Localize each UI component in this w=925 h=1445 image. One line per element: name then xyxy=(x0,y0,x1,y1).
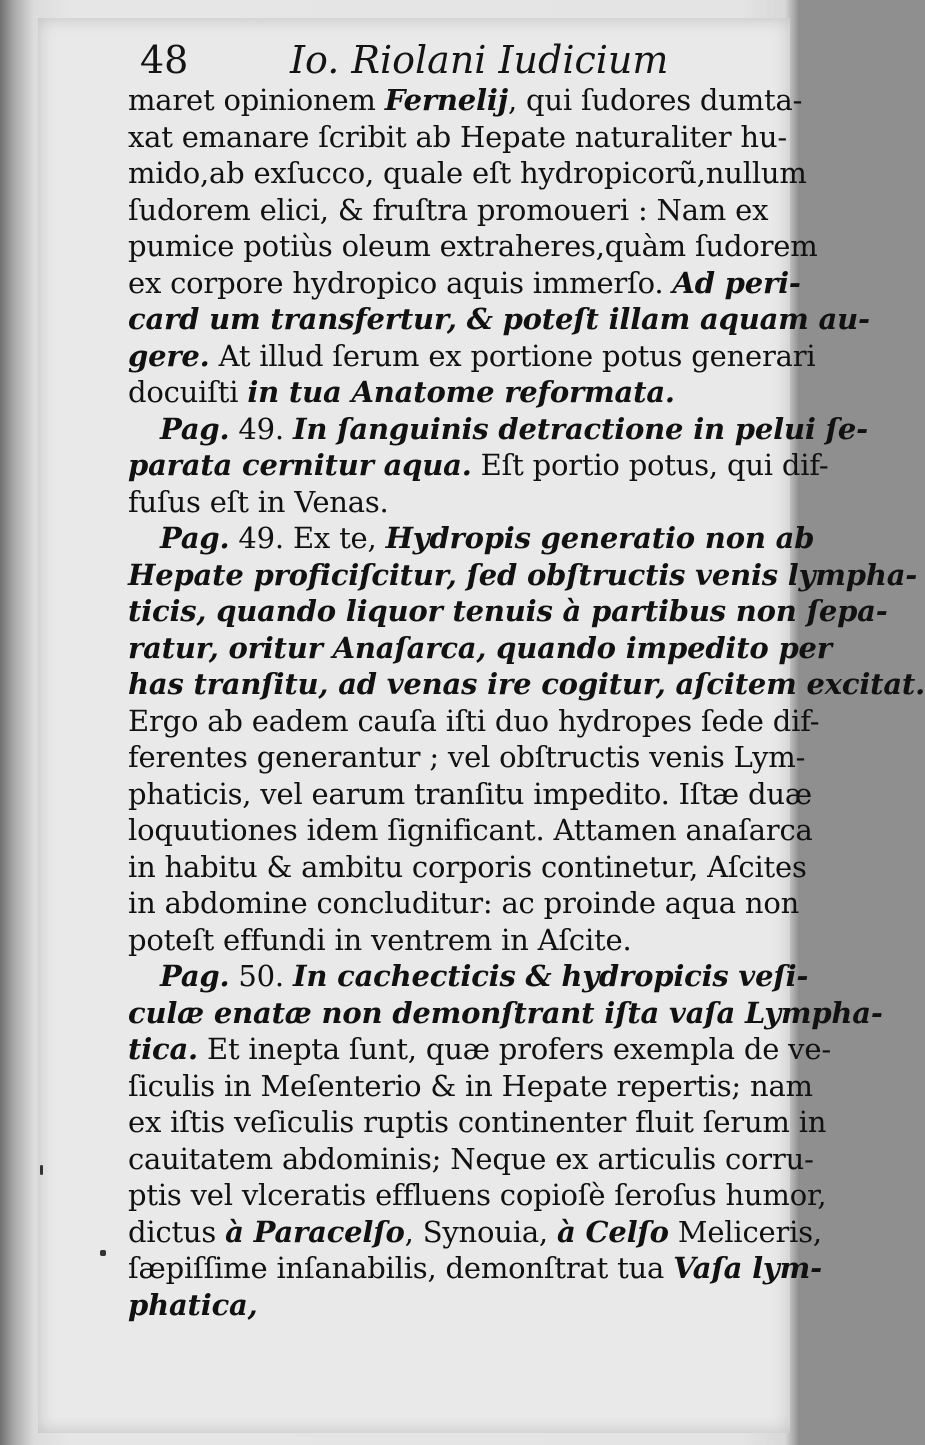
text-line xyxy=(128,1068,813,1105)
roman-text: fuſus eſt in Venas. xyxy=(128,484,389,519)
italic-text: à Paracelſo xyxy=(225,1214,405,1249)
text-line xyxy=(128,885,800,922)
italic-text: ratur, oritur Anaſarca, quando impedito per xyxy=(128,630,832,665)
roman-text: pumice potiùs oleum extraheres,quàm ſudorem xyxy=(128,229,818,263)
roman-text: 50. xyxy=(229,959,293,993)
roman-text: mido,ab exſucco, quale eſt hydropicorũ,nullum xyxy=(128,156,807,190)
italic-text: card um transfertur, & poteſt illam aquam au- xyxy=(128,302,870,336)
text-line xyxy=(128,155,807,192)
italic-text: Hydropis generatio non ab xyxy=(385,521,815,555)
text-line xyxy=(128,338,816,375)
text-line xyxy=(128,1104,827,1141)
text-line xyxy=(128,922,768,959)
roman-text: 49. xyxy=(229,411,293,446)
text-line xyxy=(128,995,883,1032)
text-line xyxy=(128,593,888,630)
roman-text: cauitatem abdominis; Neque ex articulis corru- xyxy=(128,1141,814,1176)
roman-text: , Synouia, xyxy=(404,1214,557,1249)
text-line xyxy=(128,812,813,849)
text-line xyxy=(128,265,801,302)
italic-text: à Celſo xyxy=(556,1214,669,1249)
text-line xyxy=(128,119,787,156)
text-line xyxy=(128,557,918,594)
text-line xyxy=(128,776,812,813)
roman-text: in abdomine concluditur: ac proinde aqua non xyxy=(128,886,800,920)
roman-text: Ergo ab eadem cauſa iſti duo hydropes ſede dif- xyxy=(128,703,820,738)
roman-text: , qui ſudores dumta- xyxy=(507,83,803,117)
roman-text: ſiculis in Meſenterio & in Hepate repertis; nam xyxy=(128,1068,813,1103)
roman-text: dictus xyxy=(128,1214,226,1249)
roman-text: 49. Ex te, xyxy=(229,521,386,555)
text-line xyxy=(128,703,820,740)
scan-speck xyxy=(100,1250,106,1256)
text-line xyxy=(128,301,870,338)
italic-text: Ad peri- xyxy=(672,265,801,300)
roman-text: in habitu & ambitu corporis continetur, Aſcites xyxy=(128,849,807,884)
text-line xyxy=(128,1031,831,1068)
italic-text: Pag. xyxy=(160,521,230,555)
italic-text: In cachecticis & hydropicis veſi- xyxy=(292,959,809,993)
roman-text: phaticis, vel earum tranſitu impedito. Iſtæ duæ xyxy=(128,776,812,811)
text-line xyxy=(128,447,829,484)
roman-text: Meliceris, xyxy=(668,1214,822,1249)
italic-text: tica. xyxy=(128,1032,198,1066)
roman-text: docuiſti xyxy=(128,375,248,409)
italic-text: Vaſa lym- xyxy=(673,1251,822,1285)
roman-text: Et inepta ſunt, quæ profers exempla de ve- xyxy=(197,1032,831,1066)
italic-text: Pag. xyxy=(160,959,230,993)
roman-text: At illud ſerum ex portione potus generari xyxy=(209,338,816,373)
italic-text: culæ enatæ non demonſtrant iſta vaſa Lympha- xyxy=(128,995,883,1030)
text-line xyxy=(128,958,809,995)
text-line xyxy=(128,1287,768,1324)
scan-speck xyxy=(40,1165,43,1175)
italic-text: has tranſitu, ad venas ire cogitur, aſcitem excitat. xyxy=(128,667,925,701)
italic-text: ticis, quando liquor tenuis à partibus non ſepa- xyxy=(128,594,888,628)
text-line xyxy=(128,411,868,448)
italic-text: gere. xyxy=(128,338,210,373)
italic-text: Pag. xyxy=(160,411,230,446)
text-line xyxy=(128,192,768,229)
roman-text: ſæpiſſime inſanabilis, demonſtrat tua xyxy=(128,1251,674,1285)
text-line xyxy=(128,374,768,411)
text-line xyxy=(128,1250,822,1287)
text-line xyxy=(128,1141,814,1178)
italic-text: phatica, xyxy=(128,1287,258,1322)
page-body-text xyxy=(128,82,925,1323)
roman-text: Eſt portio potus, qui dif- xyxy=(471,448,829,482)
page-header xyxy=(140,28,760,84)
text-line xyxy=(128,520,815,557)
roman-text: ex iſtis veſiculis ruptis continenter fluit ſerum in xyxy=(128,1105,827,1139)
roman-text: loquutiones idem ſignificant. Attamen anaſarca xyxy=(128,813,813,847)
text-line xyxy=(128,630,832,667)
roman-text: poteſt effundi in ventrem in Aſcite. xyxy=(128,922,632,957)
italic-text: Fernelij xyxy=(384,83,508,117)
text-line xyxy=(128,82,803,119)
italic-text: In ſanguinis detractione in pelui ſe- xyxy=(292,411,868,446)
roman-text: ſudorem elici, & fruſtra promoueri : Nam ex xyxy=(128,192,769,227)
text-line xyxy=(128,1177,827,1214)
text-line xyxy=(128,228,818,265)
page-number: 48 xyxy=(140,38,189,82)
roman-text: ptis vel vlceratis effluens copioſè ſeroſus humor, xyxy=(128,1178,827,1212)
italic-text: Hepate proficiſcitur, ſed obſtructis venis lympha- xyxy=(128,557,918,592)
roman-text: ferentes generantur ; vel obſtructis venis Lym- xyxy=(128,740,806,774)
roman-text: maret opinionem xyxy=(128,83,385,117)
roman-text: ex corpore hydropico aquis immerſo. xyxy=(128,265,673,300)
italic-text: in tua Anatome reformata. xyxy=(247,375,675,409)
text-line xyxy=(128,739,806,776)
running-title: Io. Riolani Iudicium xyxy=(290,38,669,82)
italic-text: parata cernitur aqua. xyxy=(128,448,472,482)
text-line xyxy=(128,666,925,703)
text-line xyxy=(128,484,768,521)
roman-text: xat emanare ſcribit ab Hepate naturaliter hu- xyxy=(128,119,787,154)
text-line xyxy=(128,849,807,886)
text-line xyxy=(128,1214,822,1251)
